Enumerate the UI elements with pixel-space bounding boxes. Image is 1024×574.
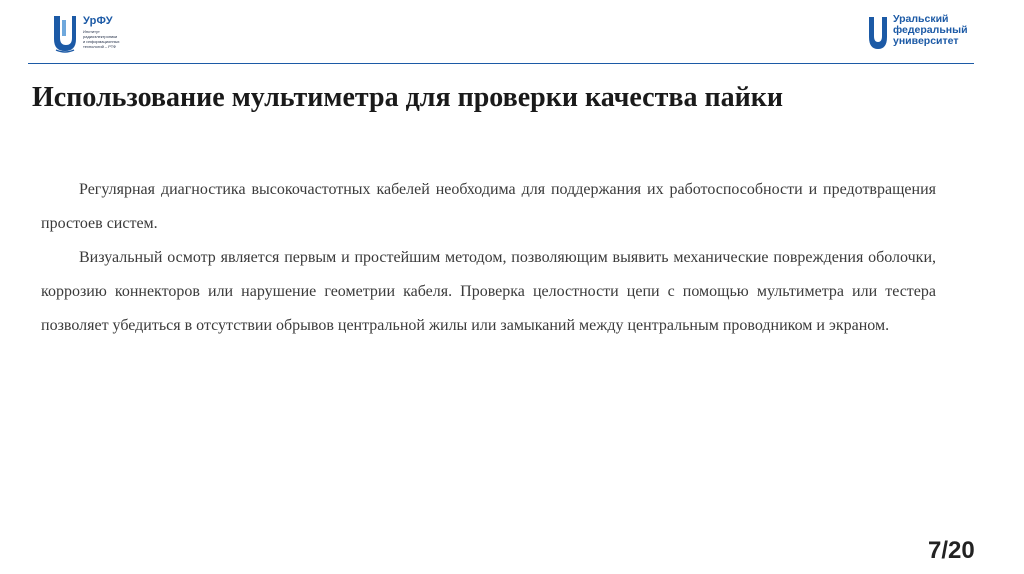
logo-subtitle-line: и информационных [83,39,120,44]
body-paragraph: Регулярная диагностика высокочастотных кабелей необходима для поддержания их работоспособности и предотвращения простоев систем. [41,181,936,232]
urfu-logo-icon [52,14,78,54]
university-logo [868,14,980,54]
slide-body [41,173,936,343]
university-name [893,14,968,47]
university-name-line: федеральный [893,24,968,36]
page-number: 7/20 [928,537,975,564]
body-paragraph: Визуальный осмотр является первым и простейшим методом, позволяющим выявить механические повреждения оболочки, коррозию коннекторов или нарушение геометрии кабеля. Проверка целостности цепи с помощью мультиметра или тестера позволяет убедиться в отсутствии обрывов центральной жилы или замыканий между центральным проводником и экраном. [41,249,936,334]
university-name-line: Уральский [893,13,949,25]
logo-subtitle-line: Институт [83,29,100,34]
header-divider [28,63,974,64]
logo-subtitle-line: технологий – РТФ [83,44,117,49]
urfu-logo-icon [868,16,888,50]
institute-logo [52,14,162,58]
logo-institute-name [83,29,163,49]
logo-brand-text: УрФУ [83,15,113,27]
logo-subtitle-line: радиоэлектроники [83,34,118,39]
university-name-line: университет [893,35,959,47]
slide-title: Использование мультиметра для проверки качества пайки [32,82,783,113]
